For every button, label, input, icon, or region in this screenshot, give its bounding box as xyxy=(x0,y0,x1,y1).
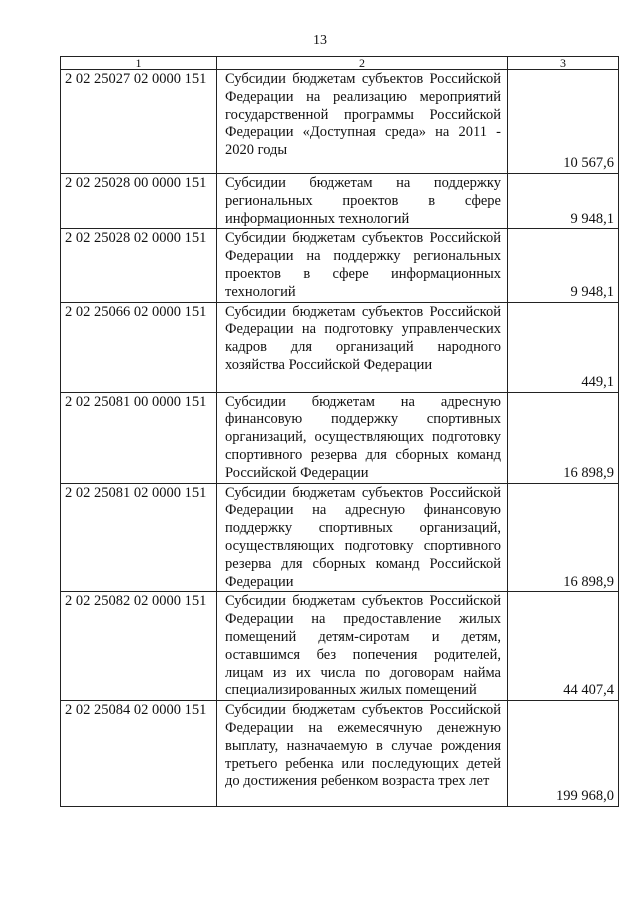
item-description: Субсидии бюджетам на адресную финансовую поддержку спортивных организаций, осуществляющих подготовку спортивного резерва для сборных команд Российской Федерации xyxy=(217,392,508,483)
budget-code: 2 02 25084 02 0000 151 xyxy=(61,701,217,807)
table-row xyxy=(61,701,619,807)
table-row xyxy=(61,302,619,392)
page-number: 13 xyxy=(313,33,327,48)
table-row xyxy=(61,70,619,174)
item-description: Субсидии бюджетам субъектов Российской Федерации на ежемесячную денежную выплату, назначаемую в случае рождения третьего ребенка или последующих детей до достижения ребенком возраста трех лет xyxy=(217,701,508,807)
table-row xyxy=(61,174,619,229)
column-header-3: 3 xyxy=(508,57,619,70)
budget-table xyxy=(60,56,619,807)
table-header-row xyxy=(61,57,619,70)
amount-value: 44 407,4 xyxy=(508,592,619,701)
amount-value: 9 948,1 xyxy=(508,174,619,229)
item-description: Субсидии бюджетам субъектов Российской Федерации на предоставление жилых помещений детям-сиротам и детям, оставшимся без попечения родителей, лицам из их числа по договорам найма специализированных жилых помещений xyxy=(217,592,508,701)
item-description: Субсидии бюджетам субъектов Российской Федерации на поддержку региональных проектов в сфере информационных технологий xyxy=(217,229,508,302)
table-row xyxy=(61,592,619,701)
table-row xyxy=(61,229,619,302)
budget-code: 2 02 25081 00 0000 151 xyxy=(61,392,217,483)
amount-value: 449,1 xyxy=(508,302,619,392)
budget-code: 2 02 25082 02 0000 151 xyxy=(61,592,217,701)
column-header-2: 2 xyxy=(217,57,508,70)
amount-value: 16 898,9 xyxy=(508,483,619,592)
budget-code: 2 02 25028 02 0000 151 xyxy=(61,229,217,302)
item-description: Субсидии бюджетам на поддержку региональных проектов в сфере информационных технологий xyxy=(217,174,508,229)
budget-code: 2 02 25081 02 0000 151 xyxy=(61,483,217,592)
item-description: Субсидии бюджетам субъектов Российской Федерации на подготовку управленческих кадров для организаций народного хозяйства Российской Федерации xyxy=(217,302,508,392)
item-description: Субсидии бюджетам субъектов Российской Федерации на адресную финансовую поддержку спортивных организаций, осуществляющих подготовку спортивного резерва для сборных команд Российской Федерации xyxy=(217,483,508,592)
budget-code: 2 02 25028 00 0000 151 xyxy=(61,174,217,229)
column-header-1: 1 xyxy=(61,57,217,70)
amount-value: 9 948,1 xyxy=(508,229,619,302)
table-row xyxy=(61,392,619,483)
amount-value: 16 898,9 xyxy=(508,392,619,483)
amount-value: 10 567,6 xyxy=(508,70,619,174)
item-description: Субсидии бюджетам субъектов Российской Федерации на реализацию мероприятий государственной программы Российской Федерации «Доступная среда» на 2011 - 2020 годы xyxy=(217,70,508,174)
table-row xyxy=(61,483,619,592)
budget-code: 2 02 25027 02 0000 151 xyxy=(61,70,217,174)
amount-value: 199 968,0 xyxy=(508,701,619,807)
budget-code: 2 02 25066 02 0000 151 xyxy=(61,302,217,392)
